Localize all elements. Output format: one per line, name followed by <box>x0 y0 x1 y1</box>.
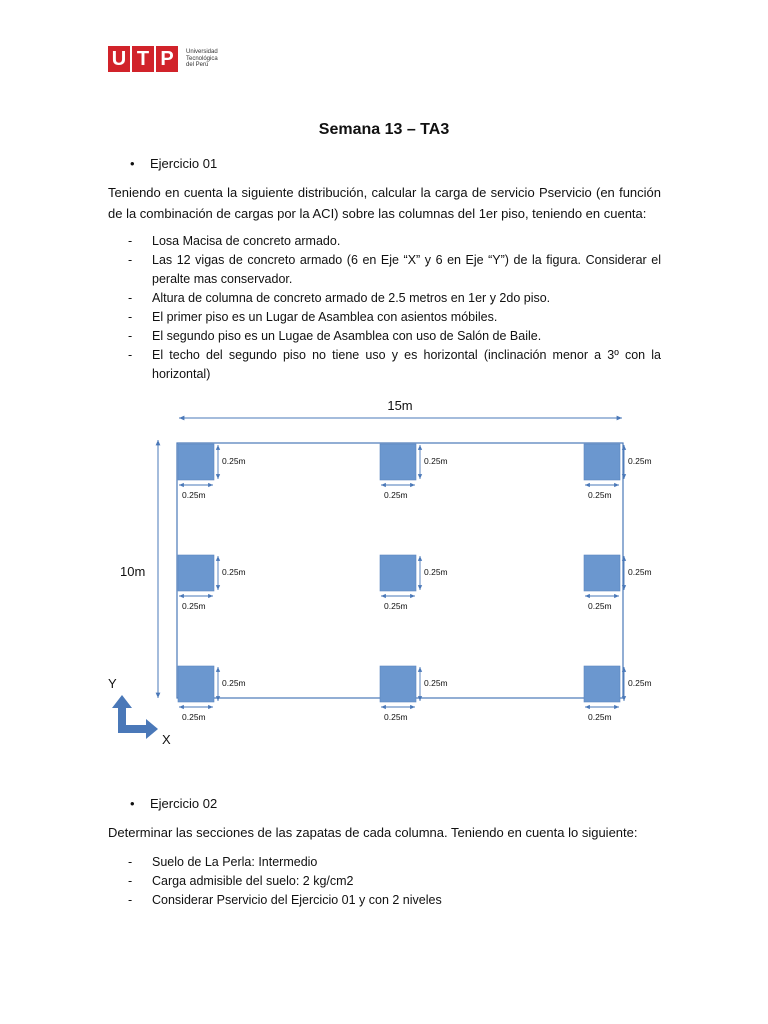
column-width-label: 0.25m <box>588 601 612 611</box>
bullet-icon: • <box>130 796 135 811</box>
column-width-label: 0.25m <box>182 490 206 500</box>
bullet-icon: • <box>130 156 135 171</box>
column-width-label: 0.25m <box>384 490 408 500</box>
exercise1-heading <box>130 156 217 171</box>
column-square <box>178 666 214 702</box>
logo-university-name <box>186 49 218 69</box>
column-height-label: 0.25m <box>424 678 448 688</box>
logo-name-line-1: Universidad <box>186 49 218 56</box>
column-width-label: 0.25m <box>182 601 206 611</box>
list-item: - Las 12 vigas de concreto armado (6 en Eje “X” y 6 en Eje “Y”) de la figura. Considerar el peralte mas conservador. <box>128 253 661 286</box>
logo-name-line-2: Tecnológica <box>186 55 218 62</box>
list-item: - El segundo piso es un Lugae de Asamblea con uso de Salón de Baile. <box>128 329 542 343</box>
list-item-text: El primer piso es un Lugar de Asamblea con asientos móbiles. <box>152 310 498 324</box>
column-square <box>584 444 620 480</box>
column-height-label: 0.25m <box>222 567 246 577</box>
logo-letter-p: P <box>156 46 178 72</box>
column-square <box>178 444 214 480</box>
utp-logo <box>108 46 218 72</box>
logo-letter-t: T <box>132 46 154 72</box>
width-label: 15m <box>387 398 413 413</box>
page-title: Semana 13 – TA3 <box>318 121 450 138</box>
exercise1-list <box>108 232 661 384</box>
exercise2-intro: Determinar las secciones de las zapatas de cada columna. Teniendo en cuenta lo siguiente: <box>108 825 638 840</box>
column-height-label: 0.25m <box>222 678 246 688</box>
list-item: - El primer piso es un Lugar de Asamblea con asientos móbiles. <box>128 310 498 324</box>
floor-plan-diagram <box>100 388 680 748</box>
list-item: - Considerar Pservicio del Ejercicio 01 y con 2 niveles <box>128 893 442 907</box>
column-square <box>178 555 214 591</box>
exercise1-intro: Teniendo en cuenta la siguiente distribución, calcular la carga de servicio Pservicio (en función de la combinación de cargas por la ACI) sobre las columnas del 1er piso, teniendo en cuenta: <box>108 185 661 221</box>
exercise1-heading-text: Ejercicio 01 <box>150 156 218 171</box>
list-item-text: Las 12 vigas de concreto armado (6 en Eje “X” y 6 en Eje “Y”) de la figura. Considerar el peralte mas conservador. <box>152 253 661 286</box>
column-width-label: 0.25m <box>182 712 206 722</box>
logo-letter-u: U <box>108 46 130 72</box>
list-item-text: Suelo de La Perla: Intermedio <box>152 855 318 869</box>
logo-name-line-3: del Perú <box>186 62 209 69</box>
column-square <box>584 666 620 702</box>
column-height-label: 0.25m <box>628 456 652 466</box>
axis-x-label: X <box>162 732 171 747</box>
floor-plan-svg <box>100 388 680 748</box>
column-height-label: 0.25m <box>424 567 448 577</box>
axis-arrows-icon <box>112 695 158 739</box>
column-width-label: 0.25m <box>384 601 408 611</box>
list-item: - Losa Macisa de concreto armado. <box>128 234 341 248</box>
list-item: - Carga admisible del suelo: 2 kg/cm2 <box>128 874 354 888</box>
column-height-label: 0.25m <box>424 456 448 466</box>
list-item: - Altura de columna de concreto armado de 2.5 metros en 1er y 2do piso. <box>128 291 551 305</box>
exercise2-list <box>108 853 661 910</box>
column-height-label: 0.25m <box>628 678 652 688</box>
list-item-text: El segundo piso es un Lugae de Asamblea con uso de Salón de Baile. <box>152 329 542 343</box>
column-height-label: 0.25m <box>222 456 246 466</box>
list-item-text: Altura de columna de concreto armado de 2.5 metros en 1er y 2do piso. <box>152 291 551 305</box>
exercise2-heading <box>130 796 217 811</box>
exercise2-heading-text: Ejercicio 02 <box>150 796 218 811</box>
column-square <box>584 555 620 591</box>
list-item: - El techo del segundo piso no tiene uso y es horizontal (inclinación menor a 3º con la horizontal) <box>128 348 661 381</box>
column-width-label: 0.25m <box>588 490 612 500</box>
column-square <box>380 666 416 702</box>
axis-y-label: Y <box>108 676 117 691</box>
column-square <box>380 444 416 480</box>
list-item-text: Considerar Pservicio del Ejercicio 01 y con 2 niveles <box>152 893 442 907</box>
list-item: - Suelo de La Perla: Intermedio <box>128 855 318 869</box>
column-square <box>380 555 416 591</box>
list-item-text: Carga admisible del suelo: 2 kg/cm2 <box>152 874 354 888</box>
column-width-label: 0.25m <box>588 712 612 722</box>
column-height-label: 0.25m <box>628 567 652 577</box>
column-width-label: 0.25m <box>384 712 408 722</box>
height-label: 10m <box>120 564 146 579</box>
list-item-text: El techo del segundo piso no tiene uso y es horizontal (inclinación menor a 3º con la horizontal) <box>152 348 661 381</box>
list-item-text: Losa Macisa de concreto armado. <box>152 234 341 248</box>
